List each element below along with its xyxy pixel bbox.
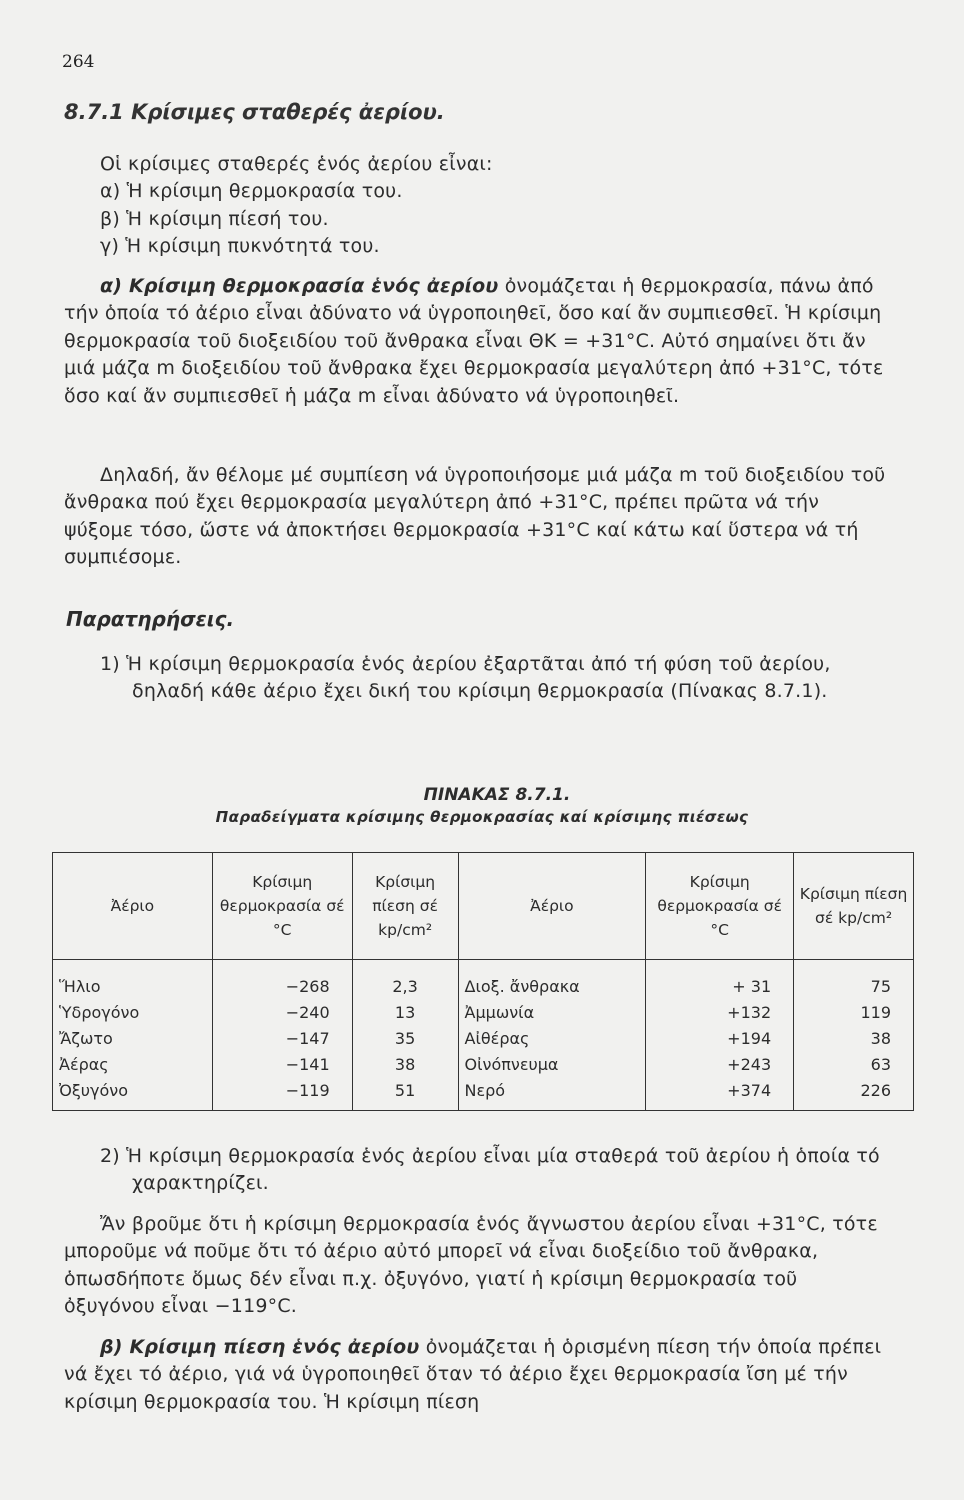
pressure-list-right bbox=[794, 960, 914, 1111]
header-gas-left: Ἀέριο bbox=[53, 853, 213, 960]
pressure-value: 51 bbox=[394, 1081, 416, 1100]
gas-list-right bbox=[458, 960, 646, 1111]
pressure-value: 63 bbox=[870, 1055, 891, 1074]
observations-title: Παρατηρήσεις. bbox=[66, 607, 235, 631]
header-temp-left: Κρίσιμη θερμοκρασία σέ °C bbox=[212, 853, 352, 960]
header-pressure-right: Κρίσιμη πίεση σέ kp/cm² bbox=[794, 853, 914, 960]
intro-block bbox=[64, 151, 894, 261]
gas-name: Διοξ. ἄνθρακα bbox=[464, 977, 580, 996]
temp-value: −268 bbox=[285, 977, 330, 996]
table-caption: ΠΙΝΑΚΑΣ 8.7.1. bbox=[423, 785, 571, 805]
section-title: 8.7.1 Κρίσιμες σταθερές ἀερίου. bbox=[64, 100, 445, 124]
definition-b-term: β) Κρίσιμη πίεση ἑνός ἀερίου bbox=[100, 1336, 420, 1358]
intro-item-c: γ) Ἡ κρίσιμη πυκνότητά του. bbox=[100, 235, 380, 258]
observation-2-text: 2) Ἡ κρίσιμη θερμοκρασία ἑνός ἀερίου εἶναι μία σταθερά τοῦ ἀερίου ἡ ὁποία τό χαρακτηρίζει. bbox=[100, 1145, 880, 1195]
pressure-value: 2,3 bbox=[392, 977, 418, 996]
gas-name: Ἀμμωνία bbox=[464, 1003, 535, 1022]
table-row bbox=[53, 960, 914, 1111]
temp-value: −141 bbox=[285, 1055, 330, 1074]
gas-name: Αἰθέρας bbox=[464, 1029, 530, 1048]
gas-name: Ὑδρογόνο bbox=[59, 1003, 140, 1022]
intro-item-b: β) Ἡ κρίσιμη πίεσή του. bbox=[100, 207, 329, 230]
temp-value: + 31 bbox=[732, 977, 772, 996]
temp-list-left bbox=[212, 960, 352, 1111]
paragraph-cooling bbox=[64, 462, 894, 572]
pressure-value: 119 bbox=[860, 1003, 891, 1022]
pressure-list-left bbox=[352, 960, 458, 1111]
temp-value: −240 bbox=[285, 1003, 330, 1022]
temp-list-right bbox=[646, 960, 794, 1111]
gas-name: Νερό bbox=[464, 1081, 506, 1100]
temp-value: +194 bbox=[727, 1029, 772, 1048]
pressure-value: 38 bbox=[394, 1055, 416, 1074]
observation-1-text: 1) Ἡ κρίσιμη θερμοκρασία ἑνός ἀερίου ἐξαρτᾶται ἀπό τή φύση τοῦ ἀερίου, δηλαδή κάθε ἀέριο ἔχει δική του κρίσιμη θερμοκρασία (Πίνακας 8.7.1). bbox=[100, 653, 831, 703]
page-number: 264 bbox=[62, 52, 95, 72]
header-temp-right: Κρίσιμη θερμοκρασία σέ °C bbox=[646, 853, 794, 960]
observation-1 bbox=[64, 651, 894, 706]
pressure-value: 226 bbox=[860, 1081, 891, 1100]
intro-item-a: α) Ἡ κρίσιμη θερμοκρασία του. bbox=[100, 180, 403, 203]
observation-2 bbox=[64, 1143, 894, 1198]
gas-name: Οἰνόπνευμα bbox=[464, 1055, 559, 1074]
definition-a bbox=[64, 273, 894, 410]
gas-name: Ἀέρας bbox=[59, 1055, 109, 1074]
gas-name: Ἥλιο bbox=[59, 977, 101, 996]
table-subcaption: Παραδείγματα κρίσιμης θερμοκρασίας καί κρίσιμης πιέσεως bbox=[215, 808, 749, 826]
pressure-value: 35 bbox=[394, 1029, 416, 1048]
pressure-value: 38 bbox=[870, 1029, 891, 1048]
critical-constants-table bbox=[52, 852, 914, 1111]
gas-list-left bbox=[53, 960, 213, 1111]
gas-name: Ὀξυγόνο bbox=[59, 1081, 129, 1100]
temp-value: +374 bbox=[727, 1081, 772, 1100]
temp-value: −147 bbox=[285, 1029, 330, 1048]
gas-name: Ἄζωτο bbox=[59, 1029, 113, 1048]
temp-value: +243 bbox=[727, 1055, 772, 1074]
pressure-value: 75 bbox=[870, 977, 891, 996]
header-gas-right: Ἀέριο bbox=[458, 853, 646, 960]
temp-value: −119 bbox=[285, 1081, 330, 1100]
definition-b bbox=[64, 1334, 894, 1416]
definition-b-text: ὀνομάζεται ἡ ὁρισμένη πίεση τήν ὁποία πρέπει νά ἔχει τό ἀέριο, γιά νά ὑγροποιηθεῖ ὅταν τό ἀέριο ἔχει θερμοκρασία ἴση μέ τήν κρίσιμη θερμοκρασία του. Ἡ κρίσιμη πίεση bbox=[64, 1336, 882, 1413]
pressure-value: 13 bbox=[394, 1003, 416, 1022]
paragraph-unknown-gas-text: Ἄν βροῦμε ὅτι ἡ κρίσιμη θερμοκρασία ἑνός ἄγνωστου ἀερίου εἶναι +31°C, τότε μποροῦμε νά ποῦμε ὅτι τό ἀέριο αὐτό μπορεῖ νά εἶναι διοξείδιο τοῦ ἄνθρακα, ὁπωσδήποτε ὅμως δέν εἶναι π.χ. ὀξυγόνο, γιατί ἡ κρίσιμη θερμοκρασία τοῦ ὀξυγόνου εἶναι −119°C. bbox=[64, 1213, 878, 1318]
paragraph-cooling-text: Δηλαδή, ἄν θέλομε μέ συμπίεση νά ὑγροποιήσομε μιά μάζα m τοῦ διοξειδίου τοῦ ἄνθρακα πού ἔχει θερμοκρασία μεγαλύτερη ἀπό +31°C, πρέπει πρῶτα νά τήν ψύξομε τόσο, ὥστε νά ἀποκτήσει θερμοκρασία +31°C καί κάτω καί ὕστερα νά τή συμπιέσομε. bbox=[64, 464, 886, 569]
paragraph-unknown-gas bbox=[64, 1211, 894, 1321]
header-pressure-left: Κρίσιμη πίεση σέ kp/cm² bbox=[352, 853, 458, 960]
definition-a-text: ὀνομάζεται ἡ θερμοκρασία, πάνω ἀπό τήν ὁποία τό ἀέριο εἶναι ἀδύνατο νά ὑγροποιηθεῖ, ὅσο καί ἄν συμπιεσθεῖ. Ἡ κρίσιμη θερμοκρασία τοῦ διοξειδίου τοῦ ἄνθρακα εἶναι ΘK = +31°C. Αὐτό σημαίνει ὅτι ἄν μιά μάζα m διοξειδίου τοῦ ἄνθρακα ἔχει θερμοκρασία μεγαλύτερη ἀπό +31°C, τότε ὅσο καί ἄν συμπιεσθεῖ ἡ μάζα m εἶναι ἀδύνατο νά ὑγροποιηθεῖ. bbox=[64, 275, 884, 407]
definition-a-term: α) Κρίσιμη θερμοκρασία ἑνός ἀερίου bbox=[100, 275, 499, 297]
temp-value: +132 bbox=[727, 1003, 772, 1022]
intro-lead: Οἱ κρίσιμες σταθερές ἑνός ἀερίου εἶναι: bbox=[100, 153, 493, 175]
